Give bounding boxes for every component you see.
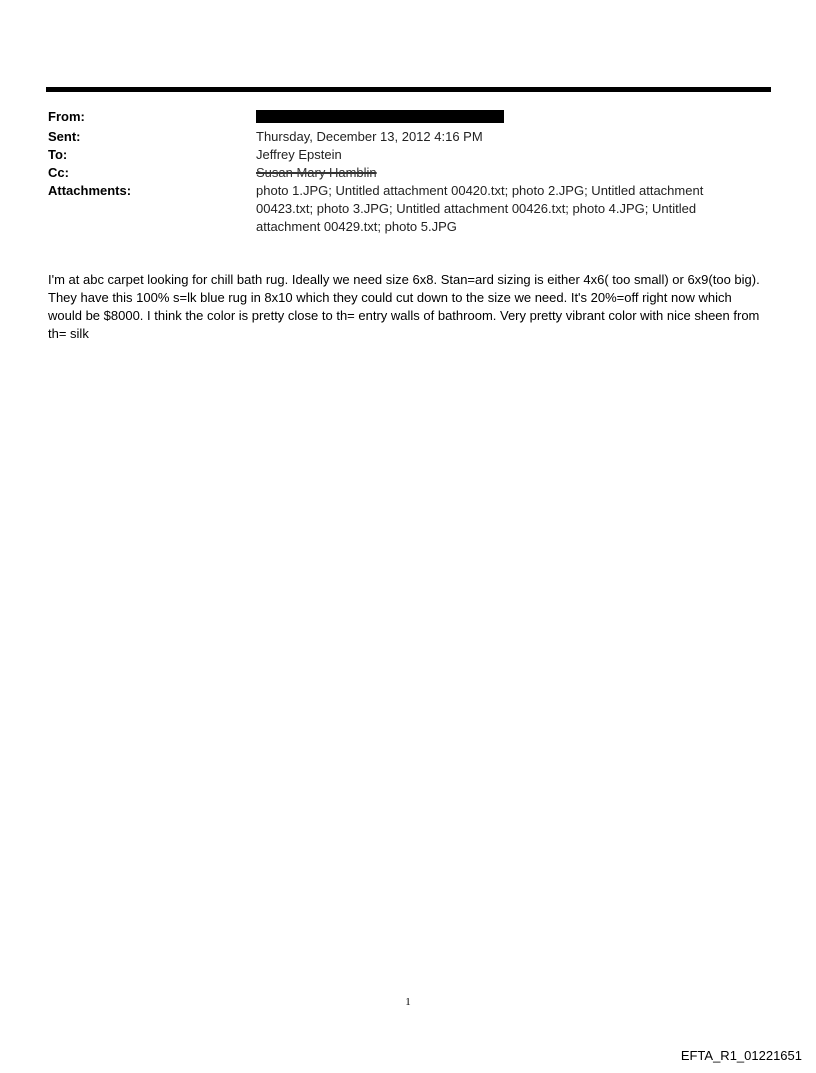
document-id: EFTA_R1_01221651	[680, 1048, 802, 1063]
header-divider	[46, 87, 771, 92]
cc-row	[48, 164, 748, 182]
cc-value	[256, 164, 748, 182]
to-label: To:	[48, 147, 68, 162]
from-label: From:	[48, 109, 85, 124]
attachments-row	[48, 182, 748, 236]
page-number: 1	[405, 996, 411, 1008]
attachments-label: Attachments:	[48, 183, 132, 198]
from-row	[48, 108, 748, 128]
sent-row	[48, 128, 748, 146]
attachments-value: photo 1.JPG; Untitled attachment 00420.txt; photo 2.JPG; Untitled attachment 00423.txt; photo 3.JPG; Untitled attachment 00426.txt; photo 4.JPG; Untitled attachment 00429.txt; photo 5.JPG	[256, 183, 704, 234]
cc-label: Cc:	[48, 165, 69, 180]
sent-value: Thursday, December 13, 2012 4:16 PM	[256, 129, 483, 144]
to-row	[48, 146, 748, 164]
to-value: Jeffrey Epstein	[256, 147, 342, 162]
cc-recipient-struck: Susan Mary Hamblin	[256, 165, 377, 180]
redaction-block	[256, 110, 504, 123]
sent-label: Sent:	[48, 129, 81, 144]
email-header	[48, 108, 748, 236]
email-body: I'm at abc carpet looking for chill bath rug. Ideally we need size 6x8. Stan=ard sizing is either 4x6( too small) or 6x9(too big). They have this 100% s=lk blue rug in 8x10 which they could cut down to the size we need. It's 20%=off right now which would be $8000. I think the color is pretty close to th= entry walls of bathroom. Very pretty vibrant color with nice sheen from th= silk	[48, 272, 760, 341]
from-value	[256, 108, 748, 128]
